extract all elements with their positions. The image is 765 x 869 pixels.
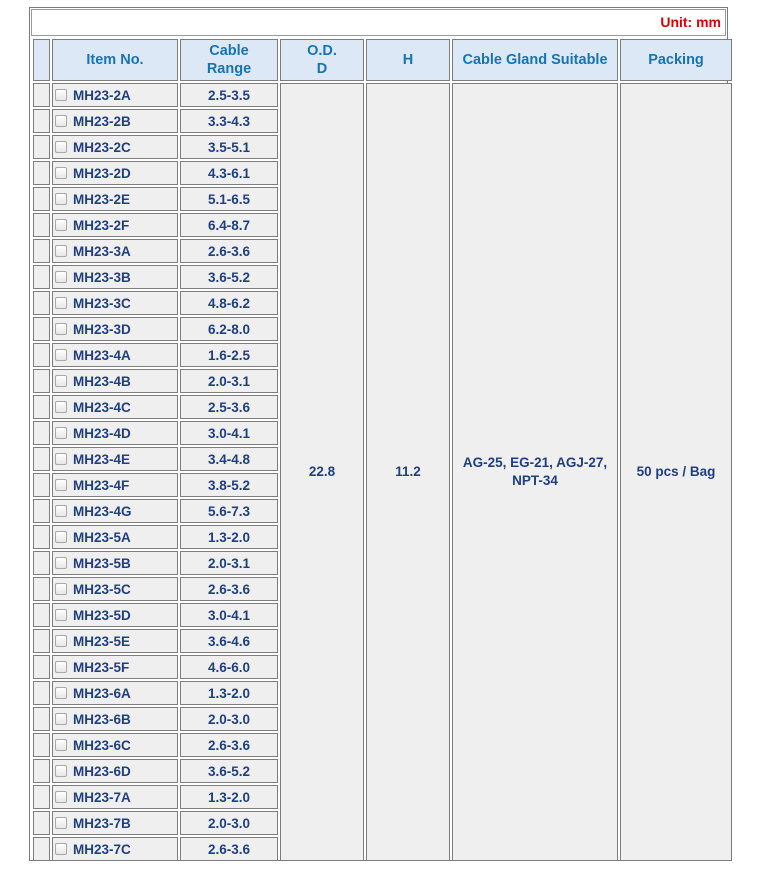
header-h: H [366, 39, 450, 81]
item-checkbox[interactable] [55, 297, 67, 309]
header-od [280, 39, 364, 81]
header-select [33, 39, 50, 81]
row-select-cell [33, 681, 50, 705]
item-checkbox[interactable] [55, 557, 67, 569]
item-no-label: MH23-5C [73, 581, 131, 597]
item-checkbox[interactable] [55, 193, 67, 205]
item-checkbox[interactable] [55, 245, 67, 257]
item-checkbox[interactable] [55, 89, 67, 101]
row-select-cell [33, 707, 50, 731]
item-checkbox[interactable] [55, 609, 67, 621]
cable-range-cell: 1.3-2.0 [180, 681, 278, 705]
item-checkbox[interactable] [55, 427, 67, 439]
item-no-cell [52, 187, 178, 211]
row-select-cell [33, 551, 50, 575]
item-no-cell [52, 759, 178, 783]
row-select-cell [33, 135, 50, 159]
item-no-cell [52, 499, 178, 523]
header-cable-range [180, 39, 278, 81]
cable-range-cell: 3.0-4.1 [180, 421, 278, 445]
item-no-cell [52, 473, 178, 497]
item-no-label: MH23-5E [73, 633, 131, 649]
row-select-cell [33, 577, 50, 601]
item-no-cell [52, 785, 178, 809]
row-select-cell [33, 421, 50, 445]
item-checkbox[interactable] [55, 219, 67, 231]
item-no-cell [52, 109, 178, 133]
item-no-label: MH23-5D [73, 607, 131, 623]
item-checkbox[interactable] [55, 817, 67, 829]
item-no-label: MH23-4D [73, 425, 131, 441]
cable-range-cell: 2.0-3.0 [180, 811, 278, 835]
item-no-cell [52, 265, 178, 289]
header-packing: Packing [620, 39, 732, 81]
cable-range-cell: 2.6-3.6 [180, 733, 278, 757]
item-checkbox[interactable] [55, 583, 67, 595]
row-select-cell [33, 343, 50, 367]
spec-table-frame [29, 7, 728, 861]
cable-range-cell: 5.1-6.5 [180, 187, 278, 211]
item-no-label: MH23-5B [73, 555, 131, 571]
row-select-cell [33, 317, 50, 341]
item-no-cell [52, 161, 178, 185]
item-no-label: MH23-6A [73, 685, 131, 701]
row-select-cell [33, 109, 50, 133]
row-select-cell [33, 187, 50, 211]
cable-range-cell: 3.3-4.3 [180, 109, 278, 133]
item-no-cell [52, 239, 178, 263]
cable-range-cell: 2.6-3.6 [180, 239, 278, 263]
item-checkbox[interactable] [55, 791, 67, 803]
cable-range-cell: 4.3-6.1 [180, 161, 278, 185]
item-no-label: MH23-4G [73, 503, 132, 519]
item-no-cell [52, 525, 178, 549]
item-no-label: MH23-2E [73, 191, 131, 207]
item-no-cell [52, 135, 178, 159]
cable-range-cell: 3.5-5.1 [180, 135, 278, 159]
item-no-label: MH23-4A [73, 347, 131, 363]
item-no-label: MH23-2B [73, 113, 131, 129]
item-no-label: MH23-2F [73, 217, 130, 233]
row-select-cell [33, 811, 50, 835]
item-checkbox[interactable] [55, 141, 67, 153]
cable-range-cell: 1.3-2.0 [180, 785, 278, 809]
item-no-cell [52, 421, 178, 445]
cable-range-cell: 2.6-3.6 [180, 577, 278, 601]
row-select-cell [33, 733, 50, 757]
row-select-cell [33, 161, 50, 185]
cable-range-cell: 2.5-3.5 [180, 83, 278, 107]
item-checkbox[interactable] [55, 167, 67, 179]
header-cable-gland: Cable Gland Suitable [452, 39, 618, 81]
item-checkbox[interactable] [55, 713, 67, 725]
cable-range-cell: 1.3-2.0 [180, 525, 278, 549]
item-no-label: MH23-3A [73, 243, 131, 259]
item-no-cell [52, 733, 178, 757]
item-no-cell [52, 811, 178, 835]
item-checkbox[interactable] [55, 453, 67, 465]
cable-range-cell: 4.8-6.2 [180, 291, 278, 315]
item-no-cell [52, 603, 178, 627]
item-checkbox[interactable] [55, 401, 67, 413]
cable-gland-cell: AG-25, EG-21, AGJ-27, NPT-34 [452, 83, 618, 861]
cable-range-cell: 6.4-8.7 [180, 213, 278, 237]
item-checkbox[interactable] [55, 635, 67, 647]
item-no-label: MH23-3D [73, 321, 131, 337]
cable-range-cell: 2.5-3.6 [180, 395, 278, 419]
item-no-cell [52, 837, 178, 861]
item-no-cell [52, 83, 178, 107]
item-no-cell [52, 317, 178, 341]
packing-cell: 50 pcs / Bag [620, 83, 732, 861]
item-no-cell [52, 707, 178, 731]
cable-range-cell: 2.0-3.0 [180, 707, 278, 731]
h-cell: 11.2 [366, 83, 450, 861]
item-no-label: MH23-5A [73, 529, 131, 545]
cable-range-cell: 5.6-7.3 [180, 499, 278, 523]
row-select-cell [33, 213, 50, 237]
cable-range-cell: 3.4-4.8 [180, 447, 278, 471]
table-body [33, 83, 732, 861]
item-no-label: MH23-5F [73, 659, 130, 675]
item-no-cell [52, 551, 178, 575]
header-row [33, 39, 732, 81]
item-no-label: MH23-2D [73, 165, 131, 181]
item-no-cell [52, 629, 178, 653]
cable-range-cell: 2.6-3.6 [180, 837, 278, 861]
unit-label: Unit: mm [31, 9, 726, 36]
item-no-label: MH23-2A [73, 87, 131, 103]
row-select-cell [33, 265, 50, 289]
item-checkbox[interactable] [55, 375, 67, 387]
item-no-cell [52, 369, 178, 393]
row-select-cell [33, 447, 50, 471]
header-cable-range-line2: Range [206, 61, 252, 77]
header-item-no: Item No. [52, 39, 178, 81]
row-select-cell [33, 525, 50, 549]
cable-range-cell: 4.6-6.0 [180, 655, 278, 679]
cable-range-cell: 6.2-8.0 [180, 317, 278, 341]
item-checkbox[interactable] [55, 739, 67, 751]
cable-range-cell: 2.0-3.1 [180, 369, 278, 393]
item-no-cell [52, 395, 178, 419]
item-checkbox[interactable] [55, 531, 67, 543]
row-select-cell [33, 473, 50, 497]
item-checkbox[interactable] [55, 479, 67, 491]
item-checkbox[interactable] [55, 843, 67, 855]
row-select-cell [33, 499, 50, 523]
item-no-cell [52, 655, 178, 679]
row-select-cell [33, 785, 50, 809]
item-no-label: MH23-6D [73, 763, 131, 779]
cable-range-cell: 1.6-2.5 [180, 343, 278, 367]
cable-range-cell: 3.8-5.2 [180, 473, 278, 497]
item-checkbox[interactable] [55, 765, 67, 777]
item-no-label: MH23-6C [73, 737, 131, 753]
cable-range-cell: 3.6-5.2 [180, 759, 278, 783]
item-no-label: MH23-4B [73, 373, 131, 389]
item-no-cell [52, 213, 178, 237]
item-no-label: MH23-2C [73, 139, 131, 155]
table-row [33, 83, 732, 107]
item-checkbox[interactable] [55, 323, 67, 335]
item-no-label: MH23-7B [73, 815, 131, 831]
header-od-line2: D [316, 61, 328, 77]
header-od-line1: O.D. [307, 43, 337, 59]
row-select-cell [33, 759, 50, 783]
item-no-cell [52, 447, 178, 471]
item-checkbox[interactable] [55, 661, 67, 673]
row-select-cell [33, 655, 50, 679]
item-no-cell [52, 577, 178, 601]
item-checkbox[interactable] [55, 115, 67, 127]
cable-range-cell: 3.0-4.1 [180, 603, 278, 627]
item-no-cell [52, 291, 178, 315]
item-no-label: MH23-4F [73, 477, 130, 493]
header-cable-range-line1: Cable [209, 43, 249, 59]
row-select-cell [33, 603, 50, 627]
item-no-label: MH23-4E [73, 451, 131, 467]
row-select-cell [33, 369, 50, 393]
item-checkbox[interactable] [55, 687, 67, 699]
cable-range-cell: 2.0-3.1 [180, 551, 278, 575]
item-no-label: MH23-3C [73, 295, 131, 311]
item-no-label: MH23-4C [73, 399, 131, 415]
row-select-cell [33, 395, 50, 419]
row-select-cell [33, 629, 50, 653]
cable-range-cell: 3.6-4.6 [180, 629, 278, 653]
spec-table [31, 37, 734, 863]
item-checkbox[interactable] [55, 349, 67, 361]
item-checkbox[interactable] [55, 505, 67, 517]
item-no-cell [52, 343, 178, 367]
item-no-label: MH23-7A [73, 789, 131, 805]
row-select-cell [33, 239, 50, 263]
item-no-cell [52, 681, 178, 705]
od-cell: 22.8 [280, 83, 364, 861]
cable-range-cell: 3.6-5.2 [180, 265, 278, 289]
item-no-label: MH23-3B [73, 269, 131, 285]
row-select-cell [33, 291, 50, 315]
item-no-label: MH23-7C [73, 841, 131, 857]
row-select-cell [33, 837, 50, 861]
item-checkbox[interactable] [55, 271, 67, 283]
row-select-cell [33, 83, 50, 107]
item-no-label: MH23-6B [73, 711, 131, 727]
